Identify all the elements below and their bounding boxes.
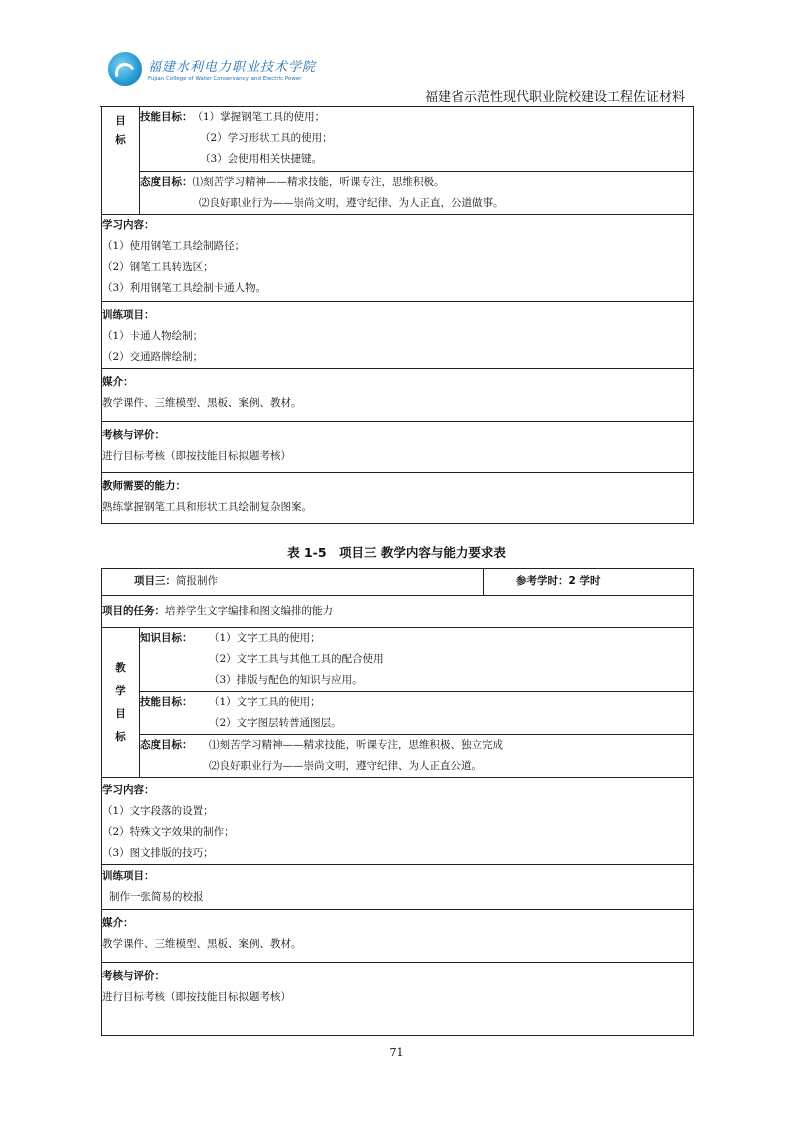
training-project-cell <box>102 302 694 369</box>
attitude-goal-item: ⑴刻苦学习精神——精求技能，听课专注，思维积极。 <box>192 176 445 188</box>
learning-content-item: （3）利用钢笔工具绘制卡通人物。 <box>102 282 267 294</box>
project-task-text: 培养学生文字编排和图文编排的能力 <box>165 605 333 617</box>
teacher-ability-text: 熟练掌握钢笔工具和形状工具绘制复杂图案。 <box>102 501 312 513</box>
project-task-cell <box>102 596 694 628</box>
attitude-goal-label: 态度目标： <box>140 176 193 188</box>
media-label: 媒介： <box>102 376 134 388</box>
project-title-cell <box>102 569 484 596</box>
project-three-table <box>101 568 694 1036</box>
knowledge-goal-cell <box>140 628 694 692</box>
hours-label: 参考学时： <box>516 575 569 587</box>
page-number: 71 <box>389 1046 404 1059</box>
learning-content-item-2: （3）图文排版的技巧； <box>102 847 214 859</box>
learning-content-item-2: （1）文字段落的设置； <box>102 805 214 817</box>
knowledge-goal-item: （3）排版与配色的知识与应用。 <box>209 674 363 686</box>
learning-content-label: 学习内容： <box>102 219 155 231</box>
knowledge-goal-item: （1）文字工具的使用； <box>209 632 321 644</box>
table-caption: 表 1-5 项目三 教学内容与能力要求表 <box>287 545 506 560</box>
assessment-text-2: 进行目标考核（即按技能目标拟题考核） <box>102 991 291 1003</box>
skill-goal-cell <box>140 107 694 172</box>
skill-goal-item: （3）会使用相关快捷键。 <box>200 153 323 165</box>
hours-value: 2 学时 <box>568 575 601 587</box>
skill-goal-item: （2）学习形状工具的使用； <box>200 132 333 144</box>
teacher-ability-label: 教师需要的能力： <box>102 480 186 492</box>
training-text: 制作一张简易的校报 <box>109 891 204 903</box>
goal-label-cell: 目 标 <box>102 107 140 215</box>
project-task-label: 项目的任务： <box>102 605 165 617</box>
skill-goal-item-2: （2）文字图层转普通图层。 <box>209 717 342 729</box>
assessment-text: 进行目标考核（即按技能目标拟题考核） <box>102 450 291 462</box>
project-two-table <box>101 106 694 524</box>
media-cell <box>102 369 694 422</box>
assessment-cell-2 <box>102 963 694 1036</box>
attitude-goal-item: ⑵良好职业行为——崇尚文明，遵守纪律、为人正直，公道做事。 <box>199 197 504 209</box>
hours-cell <box>484 569 694 596</box>
logo-name-en: Fujian College of Water Conservancy and Electric Power <box>148 76 302 82</box>
knowledge-goal-label: 知识目标： <box>140 632 193 644</box>
logo-emblem-icon <box>108 52 142 86</box>
skill-goal-cell-2 <box>140 692 694 735</box>
header-title: 福建省示范性现代职业院校建设工程佐证材料 <box>424 90 685 105</box>
project-name: 简报制作 <box>176 575 218 587</box>
media-text: 教学课件、三维模型、黑板、案例、教材。 <box>102 397 302 409</box>
college-logo <box>108 48 317 98</box>
knowledge-goal-item: （2）文字工具与其他工具的配合使用 <box>209 653 384 665</box>
learning-content-label-2: 学习内容： <box>102 784 155 796</box>
assessment-cell <box>102 422 694 473</box>
assessment-label-2: 考核与评价： <box>102 970 165 982</box>
project-label: 项目三： <box>134 575 176 587</box>
logo-name-cn: 福建水利电力职业技术学院 <box>148 60 317 75</box>
attitude-goal-cell <box>140 172 694 215</box>
attitude-goal-item-2: ⑴刻苦学习精神——精求技能，听课专注，思维积极、独立完成 <box>209 739 503 751</box>
learning-content-item-2: （2）特殊文字效果的制作； <box>102 826 235 838</box>
skill-goal-label: 技能目标： <box>140 111 193 123</box>
assessment-label: 考核与评价： <box>102 429 165 441</box>
learning-content-cell <box>102 215 694 302</box>
media-text-2: 教学课件、三维模型、黑板、案例、教材。 <box>102 938 302 950</box>
attitude-goal-label-2: 态度目标： <box>140 739 193 751</box>
media-cell-2 <box>102 910 694 963</box>
learning-content-item: （2）钢笔工具转选区； <box>102 261 214 273</box>
training-item: （2）交通路牌绘制； <box>102 351 204 363</box>
media-label-2: 媒介： <box>102 917 134 929</box>
training-project-cell-2 <box>102 865 694 910</box>
attitude-goal-cell-2 <box>140 735 694 778</box>
attitude-goal-item-2: ⑵良好职业行为——崇尚文明，遵守纪律、为人正直公道。 <box>209 760 482 772</box>
training-item: （1）卡通人物绘制； <box>102 330 204 342</box>
training-project-label-2: 训练项目： <box>102 870 155 882</box>
learning-content-cell-2 <box>102 778 694 865</box>
training-project-label: 训练项目： <box>102 309 155 321</box>
skill-goal-item-2: （1）文字工具的使用； <box>209 696 321 708</box>
skill-goal-item: （1）掌握钢笔工具的使用； <box>192 111 326 123</box>
skill-goal-label-2: 技能目标： <box>140 696 193 708</box>
teaching-goal-label-cell: 教 学 目 标 <box>102 628 140 778</box>
teacher-ability-cell <box>102 473 694 524</box>
learning-content-item: （1）使用钢笔工具绘制路径； <box>102 240 246 252</box>
